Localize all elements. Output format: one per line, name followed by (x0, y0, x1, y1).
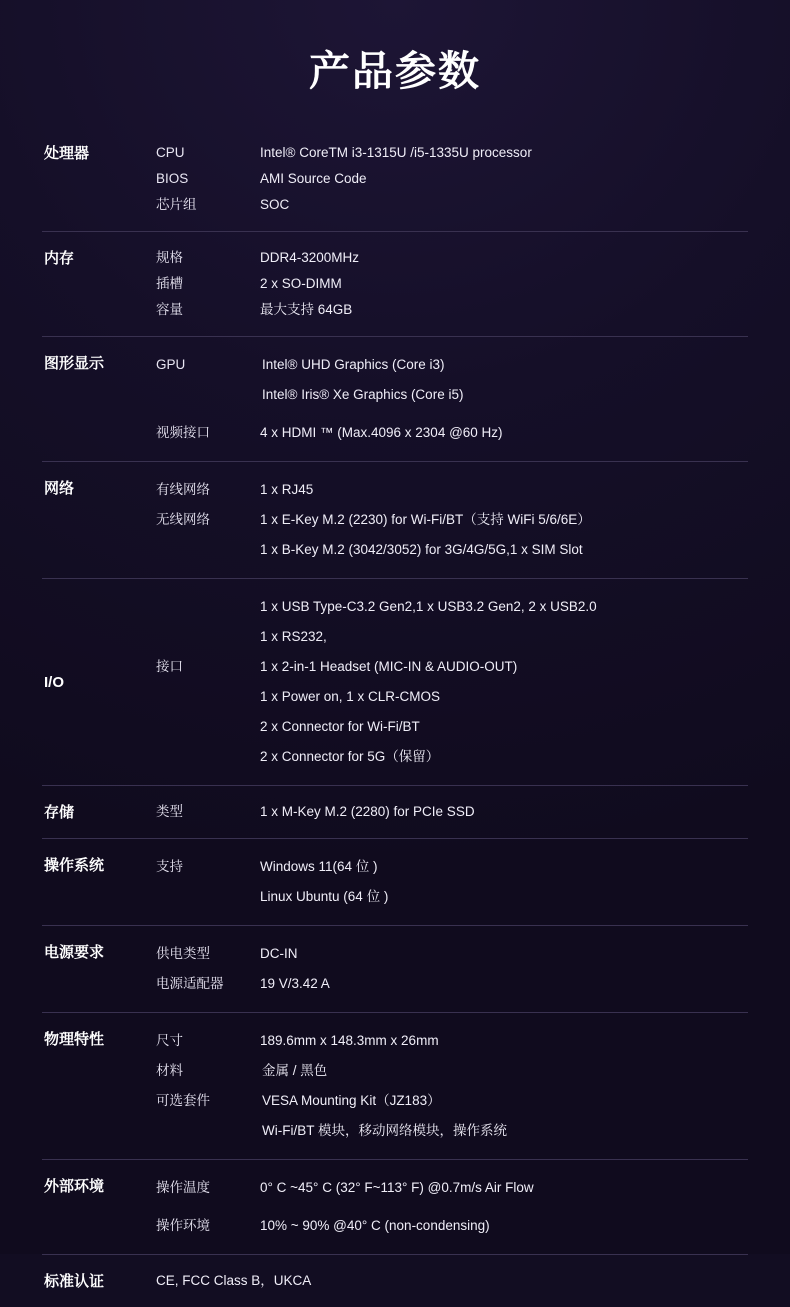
spec-row-value: 2 x Connector for 5G（保留） (260, 749, 440, 764)
spec-table (42, 127, 748, 1307)
spec-row-value: Intel® UHD Graphics (Core i3) (262, 357, 445, 372)
page-title: 产品参数 (309, 48, 481, 94)
spec-row-label: 接口 (156, 659, 183, 674)
spec-row-value: 1 x RS232, (260, 629, 327, 644)
spec-row (156, 1056, 748, 1086)
spec-section-graphics (42, 336, 748, 461)
spec-row-value: 0° C ~45° C (32° F~113° F) @0.7m/s Air Flow (260, 1180, 534, 1195)
spec-section-storage (42, 785, 748, 838)
spacer (156, 410, 748, 418)
spec-row (156, 882, 748, 912)
spec-section-os (42, 838, 748, 925)
spec-row-value: 1 x B-Key M.2 (3042/3052) for 3G/4G/5G,1 x SIM Slot (260, 542, 583, 557)
section-category-label: 标准认证 (44, 1273, 105, 1290)
spec-row-value: 1 x RJ45 (260, 482, 314, 497)
spec-row (156, 380, 748, 410)
spec-row-value: 1 x E-Key M.2 (2230) for Wi-Fi/BT（支持 WiFi 5/6/6E） (260, 512, 591, 527)
spec-row-value: DDR4-3200MHz (260, 250, 360, 265)
spec-row (156, 1116, 748, 1146)
spec-row (156, 1173, 748, 1203)
spec-row-value: 1 x 2-in-1 Headset (MIC-IN & AUDIO-OUT) (260, 659, 518, 674)
spec-row-value: Intel® Iris® Xe Graphics (Core i5) (262, 387, 464, 402)
spec-row (156, 682, 748, 712)
spec-row (156, 350, 748, 380)
spec-row-label: 容量 (156, 302, 183, 317)
spacer (156, 1203, 748, 1211)
spec-row (156, 140, 748, 166)
spec-section-environment (42, 1159, 748, 1254)
spec-section-power (42, 925, 748, 1012)
spec-row-value: SOC (260, 197, 290, 212)
section-category-label: 处理器 (44, 145, 90, 162)
spec-row (156, 1086, 748, 1116)
spec-section-io (42, 578, 748, 785)
spec-row-value: 1 x USB Type-C3.2 Gen2,1 x USB3.2 Gen2, 2 x USB2.0 (260, 599, 597, 614)
spec-row (156, 1211, 748, 1241)
spec-row-value: 19 V/3.42 A (260, 976, 330, 991)
spec-row (156, 852, 748, 882)
spec-row (156, 652, 748, 682)
spec-row (156, 166, 748, 192)
spec-row-label: 操作温度 (156, 1180, 210, 1195)
spec-row-label: 操作环境 (156, 1218, 210, 1233)
spec-row-label: 尺寸 (156, 1033, 183, 1048)
spec-row-value: 2 x SO-DIMM (260, 276, 342, 291)
spec-row-value: Windows 11(64 位 ) (260, 859, 378, 874)
spec-row-label: 供电类型 (156, 946, 210, 961)
spec-row (156, 271, 748, 297)
spec-row-value: Linux Ubuntu (64 位 ) (260, 889, 389, 904)
spec-row-value: 10% ~ 90% @40° C (non-condensing) (260, 1218, 490, 1233)
spec-row-label: 支持 (156, 859, 183, 874)
section-category-label: 操作系统 (44, 857, 105, 874)
spec-section-memory (42, 231, 748, 336)
spec-row (156, 939, 748, 969)
spec-row-label: 芯片组 (156, 197, 197, 212)
spec-row-value: 189.6mm x 148.3mm x 26mm (260, 1033, 439, 1048)
spec-row (156, 622, 748, 652)
section-category-label: 物理特性 (44, 1031, 105, 1048)
spec-row-label: GPU (156, 357, 186, 372)
section-category-label: 图形显示 (44, 355, 105, 372)
section-category-label: 存储 (44, 804, 75, 821)
section-category-label: 电源要求 (44, 944, 105, 961)
spec-row-label: 材料 (156, 1063, 183, 1078)
spec-row-value: AMI Source Code (260, 171, 367, 186)
spec-row-label: 插槽 (156, 276, 183, 291)
spec-row (156, 712, 748, 742)
section-category-label: I/O (44, 673, 65, 691)
spec-section-processor (42, 127, 748, 231)
section-category-label: 外部环境 (44, 1178, 105, 1195)
spec-section-certification (42, 1254, 748, 1307)
spec-row (156, 192, 748, 218)
spec-row-value: 2 x Connector for Wi-Fi/BT (260, 719, 420, 734)
spec-row-label: 可选套件 (156, 1093, 210, 1108)
spec-row (156, 245, 748, 271)
spec-row-label: 无线网络 (156, 512, 210, 527)
spec-row-label: 有线网络 (156, 482, 210, 497)
spec-row (156, 1026, 748, 1056)
spec-row-label: 电源适配器 (156, 976, 224, 991)
section-category-label: 内存 (44, 250, 75, 267)
spec-row (156, 475, 748, 505)
spec-row-label: 视频接口 (156, 425, 210, 440)
spec-row-value: 4 x HDMI ™ (Max.4096 x 2304 @60 Hz) (260, 425, 503, 440)
spec-row-value: 1 x Power on, 1 x CLR-CMOS (260, 689, 441, 704)
spec-row-label: 类型 (156, 804, 183, 819)
spec-row-label: CPU (156, 145, 185, 160)
spec-row-value: Intel® CoreTM i3-1315U /i5-1335U processor (260, 145, 532, 160)
spec-row (156, 1268, 748, 1294)
spec-section-physical (42, 1012, 748, 1159)
spec-row (156, 742, 748, 772)
spec-row (156, 505, 748, 535)
spec-row (156, 418, 748, 448)
spec-row (156, 969, 748, 999)
spec-row-label: 规格 (156, 250, 183, 265)
spec-row (156, 297, 748, 323)
spec-row-label: BIOS (156, 171, 189, 186)
spec-row (156, 592, 748, 622)
spec-row-value: Wi-Fi/BT 模块，移动网络模块，操作系统 (262, 1123, 507, 1138)
section-category-label: 网络 (44, 480, 75, 497)
spec-row (156, 799, 748, 825)
spec-row-value: VESA Mounting Kit（JZ183） (262, 1093, 441, 1108)
spec-row-value: 金属 / 黑色 (262, 1063, 328, 1078)
spec-row-value: 1 x M-Key M.2 (2280) for PCIe SSD (260, 804, 475, 819)
spec-row (156, 535, 748, 565)
spec-section-network (42, 461, 748, 578)
spec-row-value: CE, FCC Class B，UKCA (156, 1273, 312, 1288)
spec-row-value: 最大支持 64GB (260, 302, 353, 317)
spec-row-value: DC-IN (260, 946, 298, 961)
